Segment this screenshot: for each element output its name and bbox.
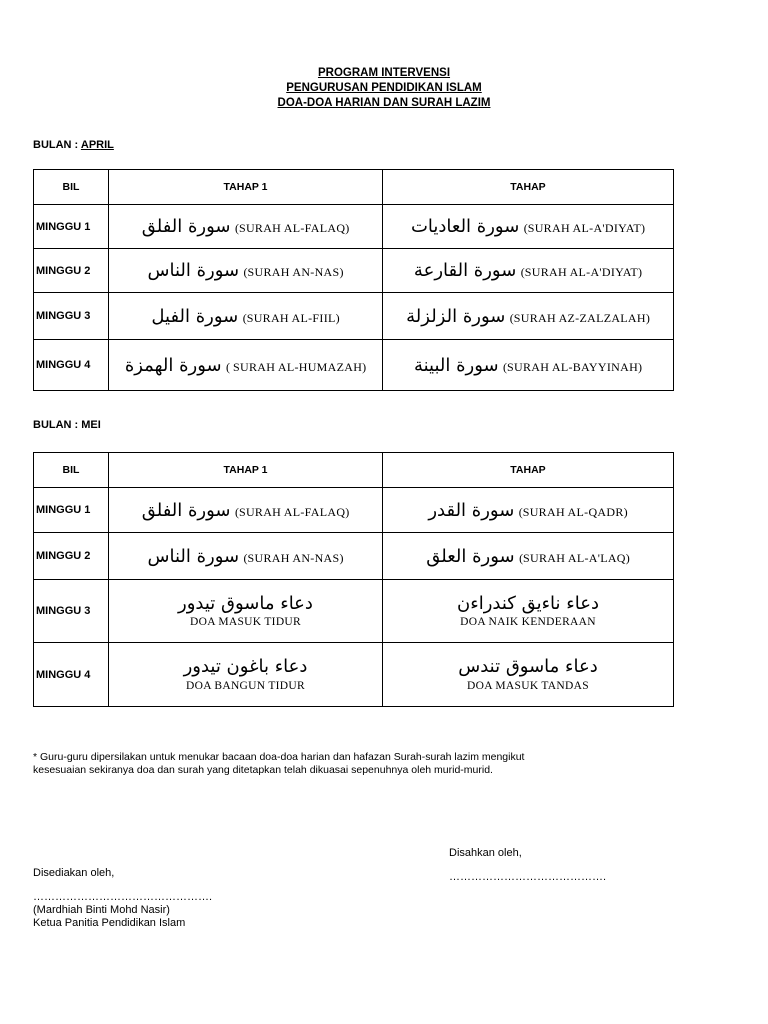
header-tahap-1: TAHAP 1 — [109, 453, 383, 488]
header-bil: BIL — [34, 453, 109, 488]
tahap1-cell — [109, 580, 383, 643]
arabic-text: سورة البينة — [413, 354, 499, 376]
latin-text: (SURAH AN-NAS) — [243, 265, 344, 279]
table-header-row — [34, 453, 674, 488]
row-label: MINGGU 1 — [34, 488, 109, 533]
tahap2-cell — [383, 580, 674, 643]
table-row — [34, 533, 674, 580]
arabic-text: سورة العلق — [426, 545, 515, 567]
arabic-text: سورة الفلق — [141, 216, 231, 237]
month-label-prefix: BULAN : — [33, 139, 81, 151]
latin-text: (SURAH AZ-ZALZALAH) — [509, 310, 650, 325]
tahap2-cell — [383, 643, 674, 707]
table-row — [34, 293, 674, 340]
row-label: MINGGU 3 — [34, 293, 109, 340]
prepared-name: (Mardhiah Binti Mohd Nasir) — [33, 904, 170, 916]
tahap2-cell — [383, 533, 674, 580]
tahap2-cell — [383, 293, 674, 340]
row-label: MINGGU 1 — [34, 205, 109, 249]
title-line-3: DOA-DOA HARIAN DAN SURAH LAZIM — [277, 97, 491, 109]
latin-text: (SURAH AL-A'LAQ) — [519, 550, 630, 565]
header-tahap-2: TAHAP — [383, 170, 674, 205]
latin-text: (SURAH AL-FALAQ) — [234, 221, 350, 235]
approval-signature-line: ……………………………………. — [449, 871, 607, 883]
tahap1-cell — [109, 533, 383, 580]
mei-table — [33, 452, 674, 707]
tahap2-cell — [383, 340, 674, 391]
table-header-row — [34, 170, 674, 205]
footnote — [33, 751, 673, 777]
arabic-text: سورة القارعة — [413, 260, 517, 281]
header-bil: BIL — [34, 170, 109, 205]
table-row — [34, 488, 674, 533]
latin-text: DOA NAIK KENDERAAN — [460, 616, 596, 629]
latin-text: (SURAH AL-BAYYINAH) — [503, 359, 643, 374]
arabic-text: سورة الناس — [147, 260, 240, 281]
row-label: MINGGU 2 — [34, 533, 109, 580]
prepared-signature-line: …………………………………………. — [33, 891, 213, 903]
tahap1-cell — [109, 293, 383, 340]
latin-text: DOA MASUK TIDUR — [190, 616, 301, 629]
tahap2-cell — [383, 205, 674, 249]
approval-label: Disahkan oleh, — [449, 847, 522, 859]
month-april-value: APRIL — [80, 139, 114, 151]
latin-text: (SURAH AL-FALAQ) — [234, 504, 350, 519]
arabic-text: سورة القدر — [428, 499, 515, 521]
latin-text: (SURAH AL-A'DIYAT) — [520, 265, 643, 279]
latin-text: (SURAH AL-A'DIYAT) — [523, 221, 646, 235]
title-line-2: PENGURUSAN PENDIDIKAN ISLAM — [286, 82, 482, 94]
row-label: MINGGU 4 — [34, 340, 109, 391]
arabic-text: سورة الفلق — [141, 499, 231, 521]
latin-text: DOA BANGUN TIDUR — [186, 679, 305, 692]
tahap1-cell — [109, 340, 383, 391]
arabic-text: سورة الهمزة — [124, 354, 222, 376]
footnote-line-2: kesesuaian sekiranya doa dan surah yang ditetapkan telah dikuasai sepenuhnya oleh murid-murid. — [33, 764, 493, 776]
arabic-text: دعاء ماسوق تيدور — [178, 592, 313, 614]
row-label: MINGGU 4 — [34, 643, 109, 707]
latin-text: (SURAH AL-FIIL) — [242, 310, 340, 325]
arabic-text: دعاء ماسوق تندس — [458, 656, 598, 678]
prepared-block — [33, 867, 212, 930]
latin-text: ( SURAH AL-HUMAZAH) — [226, 359, 367, 374]
latin-text: (SURAH AN-NAS) — [243, 550, 344, 565]
row-label: MINGGU 3 — [34, 580, 109, 643]
arabic-text: سورة العاديات — [410, 216, 520, 237]
prepared-label: Disediakan oleh, — [33, 867, 115, 879]
approval-block — [449, 847, 606, 884]
tahap1-cell — [109, 249, 383, 293]
tahap1-cell — [109, 205, 383, 249]
arabic-text: دعاء ناءيق كندراءن — [457, 592, 599, 614]
prepared-role: Ketua Panitia Pendidikan Islam — [33, 917, 186, 929]
row-label: MINGGU 2 — [34, 249, 109, 293]
table-row — [34, 340, 674, 391]
table-row — [34, 580, 674, 643]
latin-text: DOA MASUK TANDAS — [467, 679, 589, 692]
header-tahap-2: TAHAP — [383, 453, 674, 488]
tahap1-cell — [109, 643, 383, 707]
footnote-line-1: * Guru-guru dipersilakan untuk menukar bacaan doa-doa harian dan hafazan Surah-surah lazim mengikut — [33, 751, 525, 763]
month-april-label — [33, 139, 114, 151]
month-mei-label: BULAN : MEI — [33, 419, 101, 431]
table-row — [34, 249, 674, 293]
arabic-text: سورة الزلزلة — [406, 305, 506, 327]
table-row — [34, 643, 674, 707]
title-line-1: PROGRAM INTERVENSI — [317, 67, 451, 79]
table-row — [34, 205, 674, 249]
arabic-text: سورة الناس — [147, 545, 240, 567]
tahap1-cell — [109, 488, 383, 533]
tahap2-cell — [383, 488, 674, 533]
arabic-text: دعاء باغون تيدور — [183, 656, 308, 678]
header-tahap-1: TAHAP 1 — [109, 170, 383, 205]
latin-text: (SURAH AL-QADR) — [518, 504, 628, 519]
april-table — [33, 169, 674, 391]
tahap2-cell — [383, 249, 674, 293]
arabic-text: سورة الفيل — [151, 305, 239, 327]
